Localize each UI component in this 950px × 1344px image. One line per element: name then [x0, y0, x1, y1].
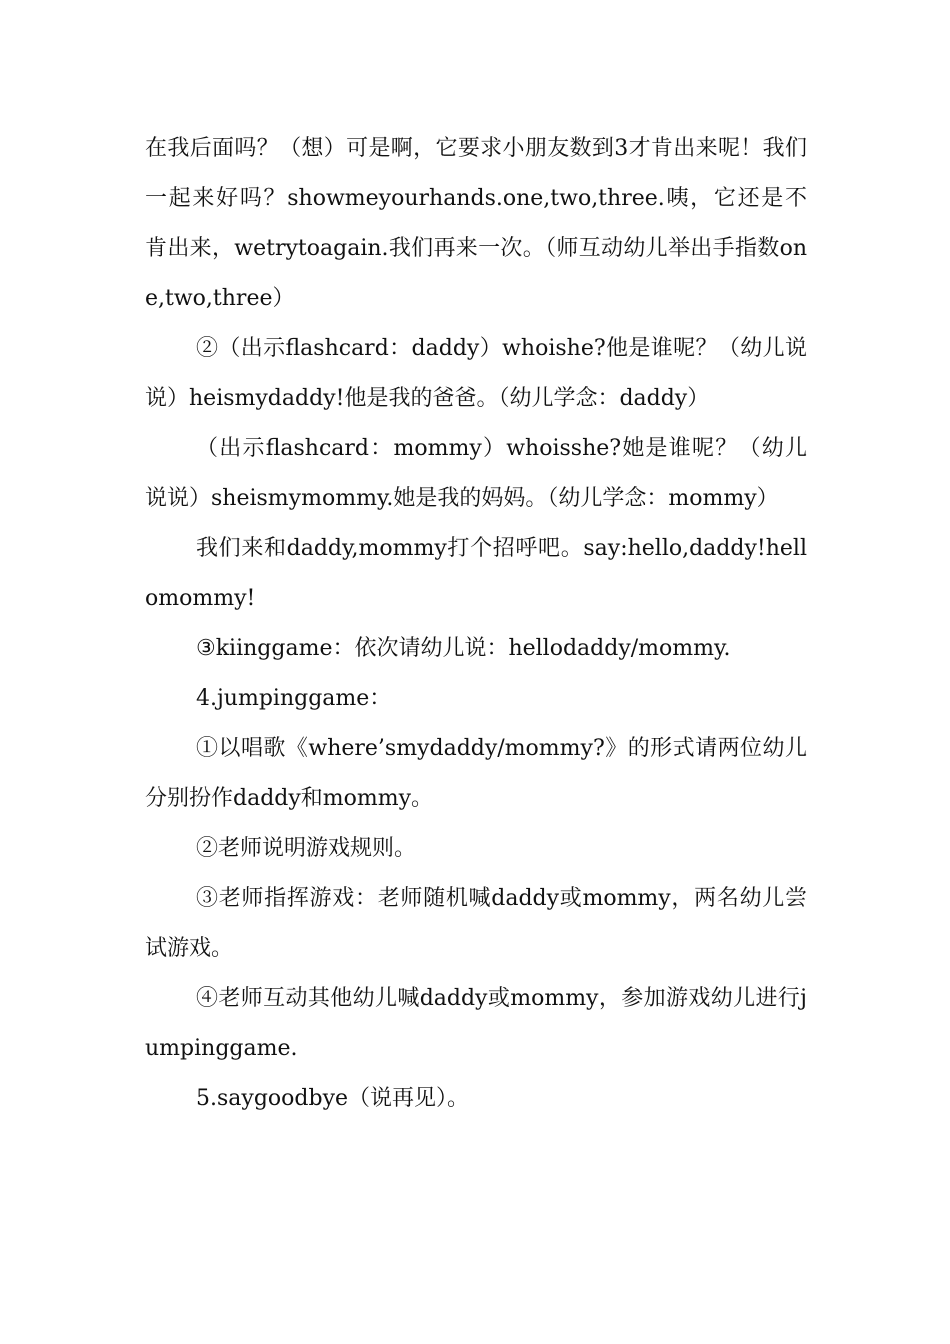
paragraph-2: ②（出示flashcard：daddy）whoishe?他是谁呢？（幼儿说说）heismydaddy!他是我的爸爸。（幼儿学念：daddy） [145, 336, 807, 411]
paragraph-7: ①以唱歌《where’smydaddy/mommy?》的形式请两位幼儿分别扮作daddy和mommy。 [145, 736, 807, 811]
paragraph-1: 在我后面吗？（想）可是啊，它要求小朋友数到3才肯出来呢！我们一起来好吗？showmeyourhands.one,two,three.咦，它还是不肯出来，wetrytoagain.我们再来一次。（师互动幼儿举出手指数one,two,three） [145, 136, 807, 311]
paragraph-8: ②老师说明游戏规则。 [196, 836, 417, 861]
paragraph-11: 5.saygoodbye（说再见）。 [196, 1086, 470, 1111]
paragraph-5: ③kiinggame：依次请幼儿说：hellodaddy/mommy. [196, 636, 731, 661]
paragraph-6: 4.jumpinggame： [196, 686, 392, 711]
document-body [145, 124, 807, 1124]
paragraph-3: （出示flashcard：mommy）whoisshe?她是谁呢？（幼儿说说）sheismymommy.她是我的妈妈。（幼儿学念：mommy） [145, 436, 807, 511]
paragraph-4: 我们来和daddy,mommy打个招呼吧。say:hello,daddy!hellomommy! [145, 536, 807, 611]
paragraph-9: ③老师指挥游戏：老师随机喊daddy或mommy，两名幼儿尝试游戏。 [145, 886, 807, 961]
paragraph-10: ④老师互动其他幼儿喊daddy或mommy，参加游戏幼儿进行jumpinggame. [145, 986, 807, 1061]
